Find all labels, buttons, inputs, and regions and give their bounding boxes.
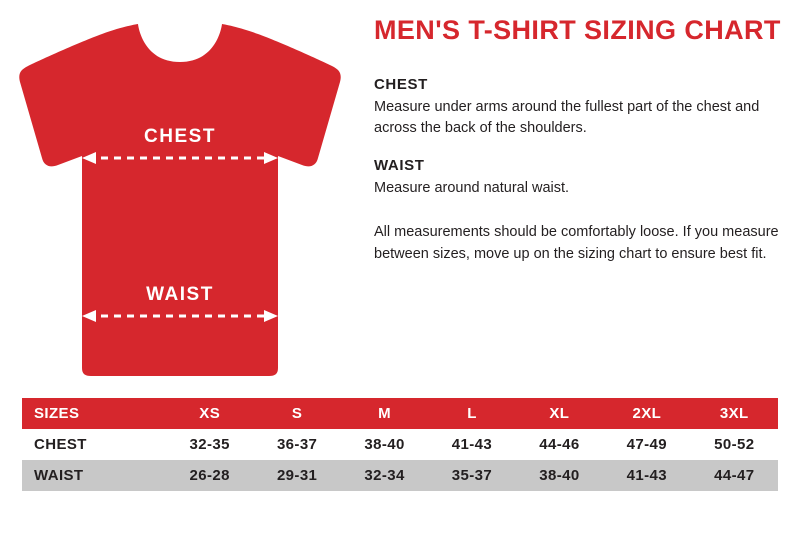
chest-m: 38-40 bbox=[341, 429, 428, 460]
row-label-waist: WAIST bbox=[22, 460, 166, 491]
tshirt-icon bbox=[6, 8, 354, 384]
header-xl: XL bbox=[516, 398, 603, 429]
header-xs: XS bbox=[166, 398, 253, 429]
waist-measure-label: WAIST bbox=[146, 284, 214, 305]
waist-xs: 26-28 bbox=[166, 460, 253, 491]
waist-m: 32-34 bbox=[341, 460, 428, 491]
section-waist-heading: WAIST bbox=[374, 157, 425, 175]
section-chest-heading: CHEST bbox=[374, 75, 428, 93]
waist-2xl: 41-43 bbox=[603, 460, 690, 491]
page-title: MEN'S T-SHIRT SIZING CHART bbox=[374, 15, 781, 45]
header-sizes: SIZES bbox=[22, 398, 166, 429]
chest-s: 36-37 bbox=[253, 429, 340, 460]
table-header-row bbox=[22, 398, 778, 429]
info-panel bbox=[374, 16, 786, 265]
section-chest-body: Measure under arms around the fullest part of the chest and across the back of the shoulders. bbox=[374, 98, 760, 137]
measurement-note: All measurements should be comfortably loose. If you measure between sizes, move up on the sizing chart to ensure best fit. bbox=[374, 223, 779, 262]
chest-2xl: 47-49 bbox=[603, 429, 690, 460]
table-row bbox=[22, 460, 778, 491]
chest-measure-label: CHEST bbox=[144, 126, 216, 147]
chest-xl: 44-46 bbox=[516, 429, 603, 460]
header-2xl: 2XL bbox=[603, 398, 690, 429]
waist-s: 29-31 bbox=[253, 460, 340, 491]
size-table bbox=[22, 398, 778, 491]
header-3xl: 3XL bbox=[691, 398, 778, 429]
size-table-header bbox=[22, 398, 778, 429]
shirt-illustration-panel bbox=[0, 0, 360, 390]
size-table-body bbox=[22, 429, 778, 491]
chest-l: 41-43 bbox=[428, 429, 515, 460]
row-label-chest: CHEST bbox=[22, 429, 166, 460]
waist-l: 35-37 bbox=[428, 460, 515, 491]
table-row bbox=[22, 429, 778, 460]
size-table-wrapper bbox=[22, 398, 778, 491]
chest-3xl: 50-52 bbox=[691, 429, 778, 460]
section-waist-body: Measure around natural waist. bbox=[374, 180, 570, 197]
chest-xs: 32-35 bbox=[166, 429, 253, 460]
section-chest bbox=[374, 76, 786, 141]
header-s: S bbox=[253, 398, 340, 429]
header-m: M bbox=[341, 398, 428, 429]
waist-3xl: 44-47 bbox=[691, 460, 778, 491]
header-l: L bbox=[428, 398, 515, 429]
section-waist bbox=[374, 157, 786, 200]
waist-xl: 38-40 bbox=[516, 460, 603, 491]
